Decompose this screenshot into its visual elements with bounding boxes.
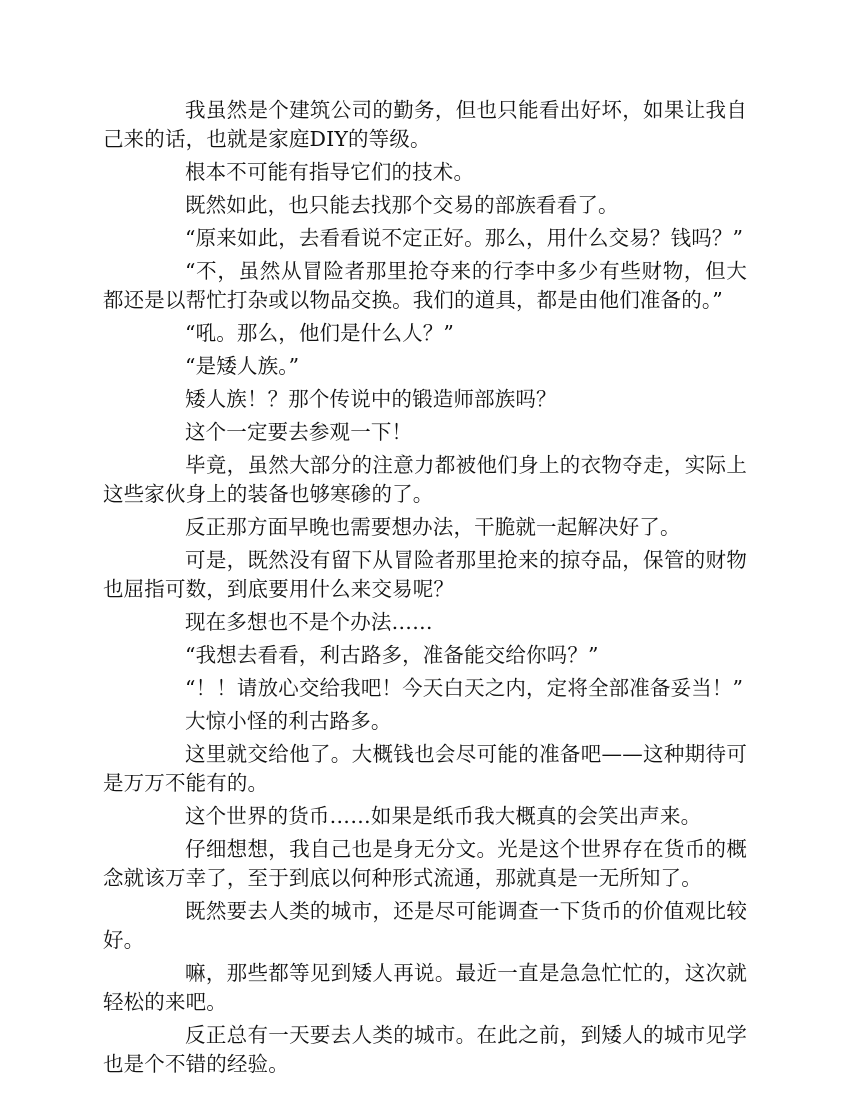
document-body [103,96,747,1083]
paragraph: 毕竟，虽然大部分的注意力都被他们身上的衣物夺走，实际上这些家伙身上的装备也够寒碜的了。 [103,453,747,506]
paragraph: 根本不可能有指导它们的技术。 [185,160,475,184]
paragraph: 反正总有一天要去人类的城市。在此之前，到矮人的城市见学也是个不错的经验。 [103,1023,747,1076]
paragraph: “是矮人族。” [185,354,300,378]
paragraph: 这个世界的货币……如果是纸币我大概真的会笑出声来。 [185,804,702,828]
paragraph: 这个一定要去参观一下！ [185,420,413,444]
paragraph: “吼。那么，他们是什么人？” [185,321,455,345]
paragraph: 矮人族！？那个传说中的锻造师部族吗？ [185,387,557,411]
paragraph: 嘛，那些都等见到矮人再说。最近一直是急急忙忙的，这次就轻松的来吧。 [103,961,747,1014]
paragraph: “原来如此，去看看说不定正好。那么，用什么交易？钱吗？” [185,226,744,250]
paragraph: “不，虽然从冒险者那里抢夺来的行李中多少有些财物，但大都还是以帮忙打杂或以物品交换。我们的道具，都是由他们准备的。” [103,259,747,312]
paragraph: 我虽然是个建筑公司的勤务，但也只能看出好坏，如果让我自己来的话，也就是家庭DIY的等级。 [103,98,747,151]
paragraph: 现在多想也不是个办法…… [185,610,433,634]
paragraph: 这里就交给他了。大概钱也会尽可能的准备吧——这种期待可是万万不能有的。 [103,742,747,795]
paragraph: 既然如此，也只能去找那个交易的部族看看了。 [185,193,619,217]
paragraph: 仔细想想，我自己也是身无分文。光是这个世界存在货币的概念就该万幸了，至于到底以何种形式流通，那就真是一无所知了。 [103,837,747,890]
paragraph: 既然要去人类的城市，还是尽可能调查一下货币的价值观比较好。 [103,899,747,952]
paragraph: “我想去看看，利古路多，准备能交给你吗？” [185,643,599,667]
paragraph: 反正那方面早晚也需要想办法，干脆就一起解决好了。 [185,515,681,539]
paragraph: 大惊小怪的利古路多。 [185,709,392,733]
paragraph: “！！请放心交给我吧！今天白天之内，定将全部准备妥当！” [185,676,744,700]
paragraph: 可是，既然没有留下从冒险者那里抢来的掠夺品，保管的财物也屈指可数，到底要用什么来交易呢？ [103,548,747,601]
